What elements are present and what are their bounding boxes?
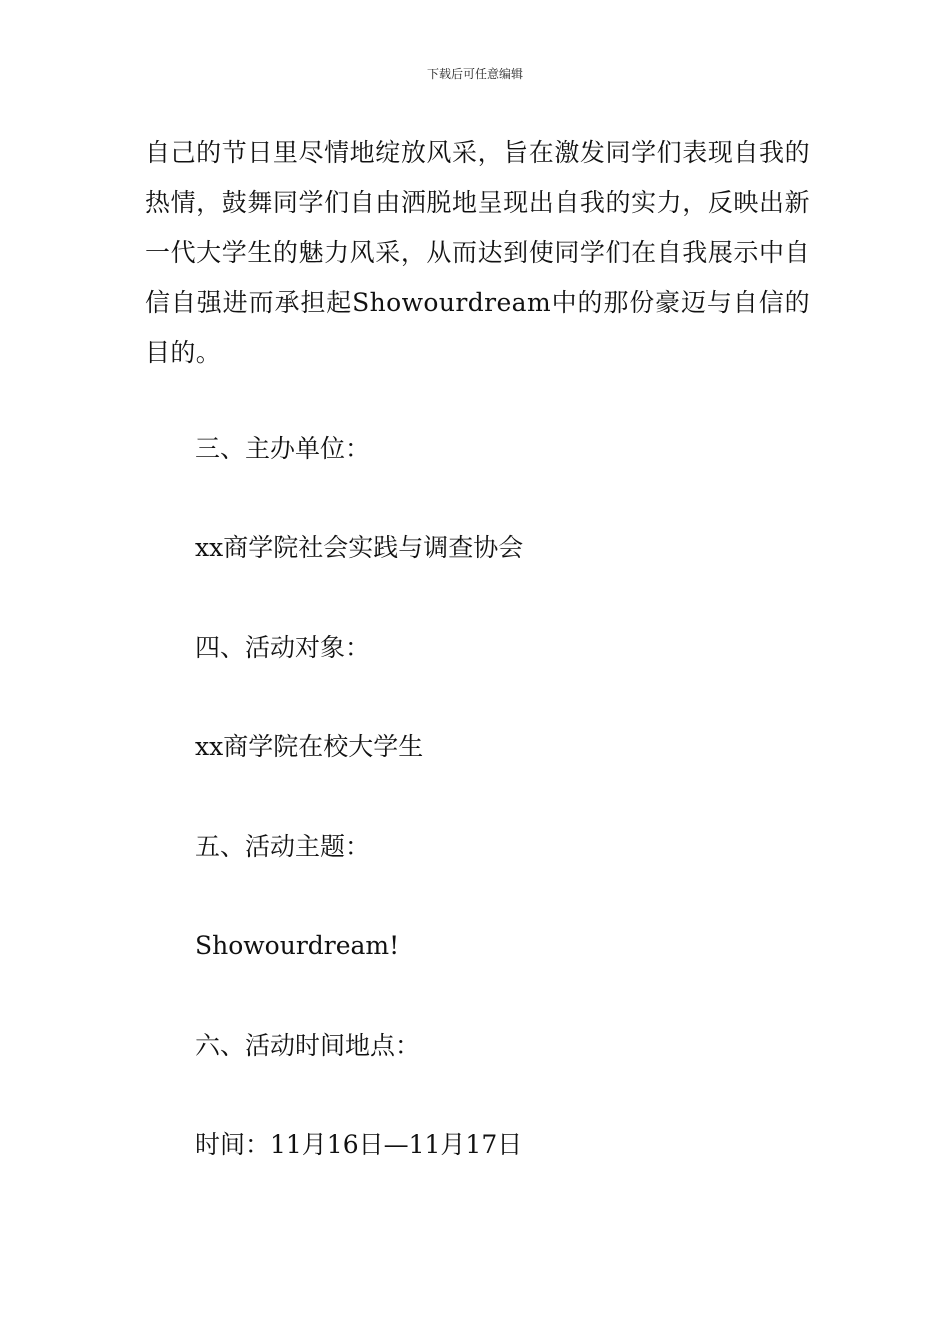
section-heading-organizer: 三、主办单位： bbox=[195, 434, 371, 463]
section-content-theme: Showourdream! bbox=[195, 931, 400, 960]
section-heading-theme: 五、活动主题： bbox=[195, 832, 371, 861]
section-content-time: 时间：11月16日—11月17日 bbox=[195, 1130, 523, 1159]
section-heading-audience: 四、活动对象： bbox=[195, 633, 371, 662]
section-content-organizer: xx商学院社会实践与调查协会 bbox=[195, 533, 524, 562]
intro-paragraph: 自己的节日里尽情地绽放风采，旨在激发同学们表现自我的热情，鼓舞同学们自由洒脱地呈现出自我的实力，反映出新一代大学生的魅力风采，从而达到使同学们在自我展示中自信自强进而承担起Showourdream中的那份豪迈与自信的目的。 bbox=[145, 138, 810, 367]
section-heading-time-place: 六、活动时间地点： bbox=[195, 1031, 421, 1060]
header-note: 下载后可任意编辑 bbox=[426, 67, 523, 81]
section-content-audience: xx商学院在校大学生 bbox=[195, 732, 424, 761]
